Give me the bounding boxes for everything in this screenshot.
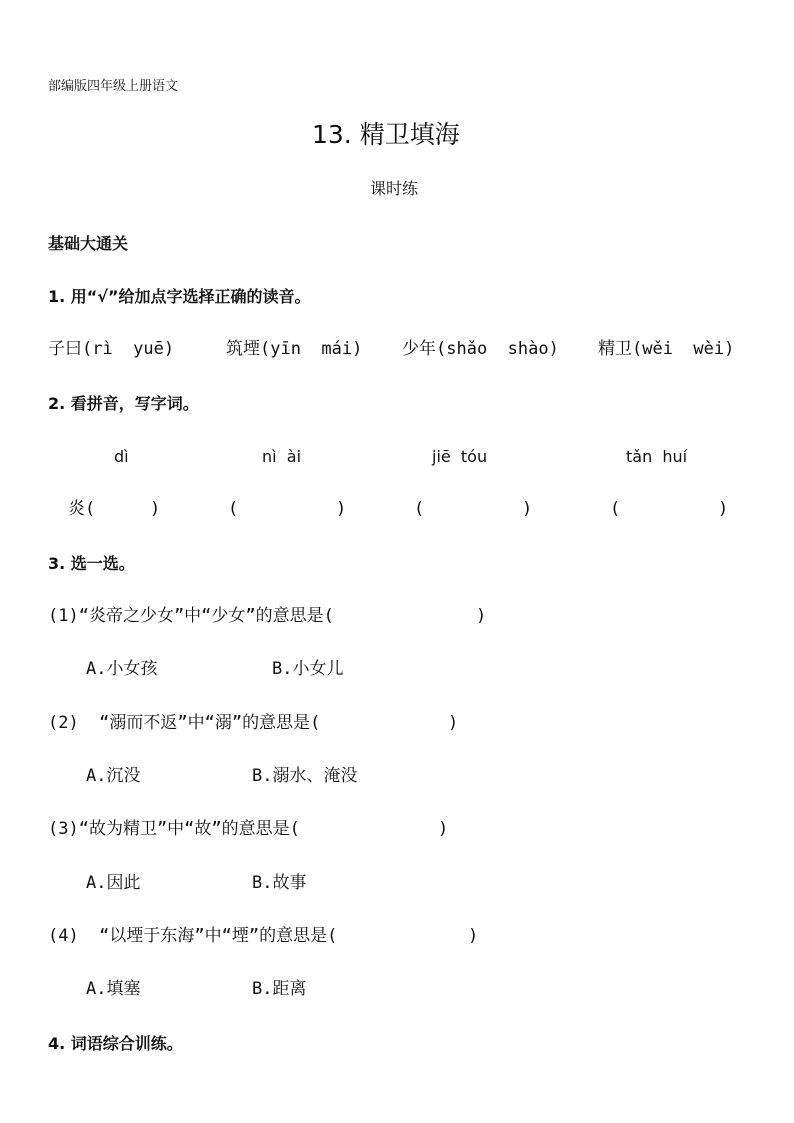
q3-sub-question: (2) “溺而不返”中“溺”的意思是( — [48, 713, 321, 733]
question-1-stem: 1. 用“√”给加点字选择正确的读音。 — [48, 287, 311, 306]
q3-option-a: A.填塞 — [86, 979, 141, 999]
page-title: 13. 精卫填海 — [312, 120, 460, 149]
q3-sub-question: (4) “以堙于东海”中“堙”的意思是( — [48, 926, 338, 946]
answer-blank-open: 炎( — [68, 499, 96, 519]
answer-blank-open: ( — [228, 499, 239, 519]
q3-option-b: B.小女儿 — [272, 659, 344, 679]
question-4-stem: 4. 词语综合训练。 — [48, 1034, 183, 1053]
pinyin-prompt: nì ài — [262, 447, 302, 466]
q3-answer-close: ) — [468, 926, 479, 946]
q3-option-b: B.距离 — [252, 979, 307, 999]
pinyin-prompt: tǎn huí — [626, 447, 688, 466]
answer-blank-close: ) — [718, 499, 729, 519]
answer-blank-close: ) — [150, 499, 161, 519]
answer-blank-open: ( — [610, 499, 621, 519]
q3-sub-question: (3)“故为精卫”中“故”的意思是( — [48, 819, 300, 839]
q3-answer-close: ) — [476, 606, 487, 626]
question-3-stem: 3. 选一选。 — [48, 554, 135, 573]
q3-option-b: B.故事 — [252, 873, 307, 893]
q3-option-a: A.因此 — [86, 873, 141, 893]
course-header: 部编版四年级上册语文 — [48, 79, 179, 94]
q1-option: 精卫(wěi wèi) — [598, 339, 735, 359]
answer-blank-close: ) — [522, 499, 533, 519]
question-2-stem: 2. 看拼音，写字词。 — [48, 394, 199, 413]
page-subtitle: 课时练 — [370, 179, 419, 198]
q3-sub-question: (1)“炎帝之少女”中“少女”的意思是( — [48, 606, 334, 626]
q3-option-a: A.小女孩 — [86, 659, 158, 679]
pinyin-prompt: dì — [114, 447, 129, 466]
q1-option: 筑堙(yīn mái) — [226, 339, 363, 359]
pinyin-prompt: jiē tóu — [432, 447, 488, 466]
q1-option: 子曰(rì yuē) — [48, 339, 175, 359]
q3-answer-close: ) — [448, 713, 459, 733]
q3-option-a: A.沉没 — [86, 766, 141, 786]
q1-option: 少年(shǎo shào) — [402, 339, 559, 359]
answer-blank-open: ( — [414, 499, 425, 519]
q3-answer-close: ) — [438, 819, 449, 839]
q3-option-b: B.溺水、淹没 — [252, 766, 358, 786]
section-heading: 基础大通关 — [48, 234, 129, 253]
answer-blank-close: ) — [336, 499, 347, 519]
